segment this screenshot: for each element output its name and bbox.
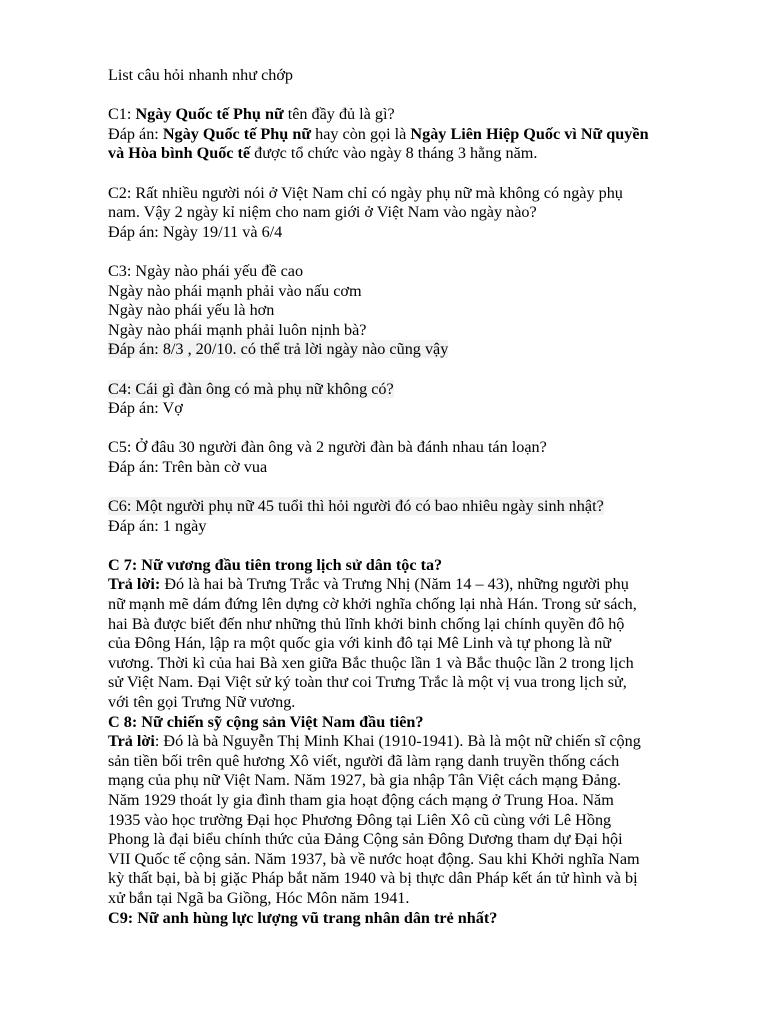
c2-question-line1: C2: Rất nhiều người nói ở Việt Nam chỉ có ngày phụ nữ mà không có ngày phụ — [108, 183, 623, 202]
spacer — [108, 419, 708, 439]
c1-answer-mid: hay còn gọi là — [311, 124, 411, 143]
c8-answer-label: Trả lời — [108, 732, 155, 751]
c8-answer-line4: Năm 1929 thoát ly gia đình tham gia hoạt động cách mạng ở Trung Hoa. Năm — [108, 790, 614, 809]
c6-answer: Đáp án: 1 ngày — [108, 516, 207, 535]
c8-answer-line1 — [108, 732, 708, 752]
c6-question: C6: Một người phụ nữ 45 tuổi thì hỏi người đó có bao nhiêu ngày sinh nhật? — [108, 497, 604, 516]
c8-answer-line3: mạng của phụ nữ Việt Nam. Năm 1927, bà gia nhập Tân Việt cách mạng Đảng. — [108, 771, 622, 790]
c7-answer-line4: của Đông Hán, lập ra một quốc gia với kinh đô tại Mê Linh và tự phong là nữ — [108, 634, 612, 653]
c8-question: C 8: Nữ chiến sỹ cộng sản Việt Nam đầu tiên? — [108, 712, 424, 731]
spacer — [108, 536, 708, 556]
c3-question-line2: Ngày nào phái mạnh phải vào nấu cơm — [108, 281, 362, 300]
c8-answer-line2: sản tiền bối trên quê hương Xô viết, người đã làm rạng danh truyền thống cách — [108, 751, 620, 770]
c7-answer-label: Trả lời: — [108, 575, 161, 594]
c1-answer-line1 — [108, 125, 708, 145]
c1-answer-bold3: và Hòa bình Quốc tế — [108, 144, 251, 163]
spacer — [108, 86, 708, 106]
c4-question: C4: Cái gì đàn ông có mà phụ nữ không có? — [108, 379, 394, 398]
c3-answer-line — [108, 340, 708, 360]
c3-answer: Đáp án: 8/3 , 20/10. có thể trả lời ngày nào cũng vậy — [108, 340, 449, 359]
c8-question-line — [108, 713, 708, 733]
c8-answer-line8: kỳ thất bại, bà bị giặc Pháp bắt năm 1940 và bị thực dân Pháp kết án tử hình và bị — [108, 869, 638, 888]
c9-question: C9: Nữ anh hùng lực lượng vũ trang nhân dân trẻ nhất? — [108, 908, 498, 927]
c7-answer-line6: sử Việt Nam. Đại Việt sử ký toàn thư coi Trưng Trắc là một vị vua trong lịch sử, — [108, 673, 627, 692]
document-title: List câu hỏi nhanh như chớp — [108, 66, 294, 84]
c1-question-label: C1: — [108, 105, 136, 124]
c7-answer-line7: với tên gọi Trưng Nữ vương. — [108, 693, 296, 711]
c8-answer-line9: xử bắn tại Ngã ba Giồng, Hóc Môn năm 1941. — [108, 888, 410, 907]
c3-question-line3: Ngày nào phái yếu là hơn — [108, 301, 275, 320]
c1-answer-label: Đáp án: — [108, 124, 163, 143]
c9-question-line — [108, 909, 708, 929]
c1-answer-bold2: Ngày Liên Hiệp Quốc vì Nữ quyền — [410, 124, 649, 143]
c3-question-line4: Ngày nào phái mạnh phải luôn nịnh bà? — [108, 320, 367, 339]
c7-answer-line3: hai Bà được biết đến như những thủ lĩnh khởi binh chống lại chính quyền đô hộ — [108, 614, 625, 633]
c1-question-rest: tên đầy đủ là gì? — [283, 105, 395, 124]
c8-answer-line5: 1935 vào học trường Đại học Phương Đông tại Liên Xô cũ cùng với Lê Hồng — [108, 810, 612, 829]
c5-question: C5: Ở đâu 30 người đàn ông và 2 người đàn bà đánh nhau tán loạn? — [108, 438, 547, 457]
c8-answer-line7: VII Quốc tế cộng sản. Năm 1937, bà về nước hoạt động. Sau khi Khởi nghĩa Nam — [108, 849, 640, 868]
c7-answer-text1: Đó là hai bà Trưng Trắc và Trưng Nhị (Năm 14 – 43), những người phụ — [160, 575, 629, 594]
spacer — [108, 477, 708, 497]
c2-question-line2: nam. Vậy 2 ngày kỉ niệm cho nam giới ở Việt Nam vào ngày nào? — [108, 203, 537, 222]
spacer — [108, 360, 708, 380]
spacer — [108, 164, 708, 184]
c1-question — [108, 105, 708, 125]
c7-answer-line5: vương. Thời kì của hai Bà xen giữa Bắc thuộc lần 1 và Bắc thuộc lần 2 trong lịch — [108, 653, 634, 672]
c4-question-line — [108, 380, 708, 400]
c5-answer: Đáp án: Trên bàn cờ vua — [108, 457, 268, 476]
c1-question-bold: Ngày Quốc tế Phụ nữ — [135, 105, 284, 124]
c4-answer: Đáp án: Vợ — [108, 399, 183, 418]
c1-answer-line2 — [108, 144, 708, 164]
c6-question-line — [108, 497, 708, 517]
c7-question: C 7: Nữ vương đầu tiên trong lịch sử dân tộc ta? — [108, 555, 443, 574]
c7-question-line — [108, 556, 708, 576]
c1-answer-bold1: Ngày Quốc tế Phụ nữ — [162, 124, 312, 143]
c8-answer-line6: Phong là đại biểu chính thức của Đảng Cộng sản Đông Dương tham dự Đại hội — [108, 830, 623, 849]
c7-answer-line1 — [108, 575, 708, 595]
c7-answer-line2: nữ mạnh mẽ dám đứng lên dựng cờ khởi nghĩa chống lại nhà Hán. Trong sử sách, — [108, 595, 637, 614]
c2-answer: Đáp án: Ngày 19/11 và 6/4 — [108, 222, 283, 241]
c8-answer-text1: : Đó là bà Nguyễn Thị Minh Khai (1910-1941). Bà là một nữ chiến sĩ cộng — [154, 732, 641, 751]
document-page — [108, 66, 708, 928]
c1-answer-rest: được tổ chức vào ngày 8 tháng 3 hằng năm. — [250, 144, 538, 163]
spacer — [108, 242, 708, 262]
c3-question-line1: C3: Ngày nào phái yếu đề cao — [108, 261, 304, 280]
